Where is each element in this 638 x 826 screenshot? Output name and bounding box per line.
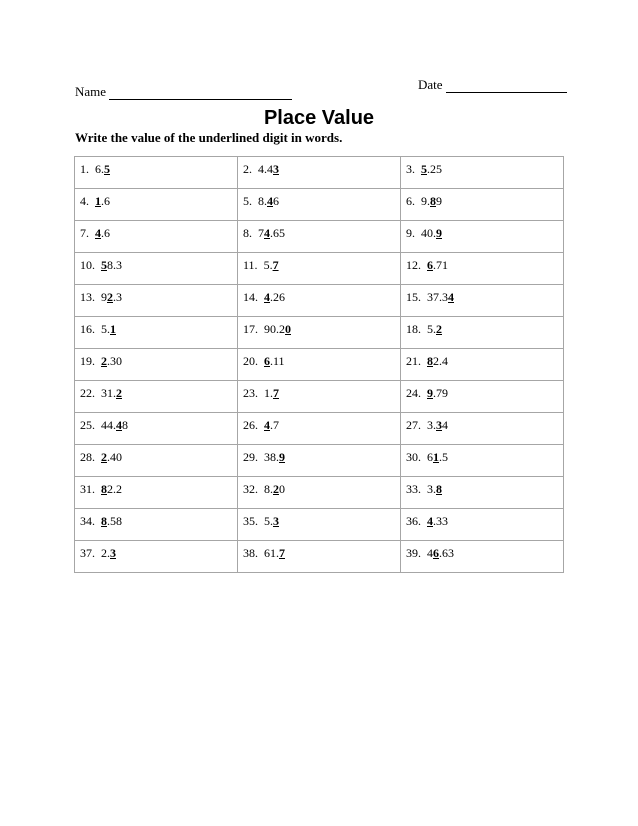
number-suffix: .26: [270, 290, 285, 304]
problem-number: 29.: [243, 450, 258, 464]
number-suffix: .71: [433, 258, 448, 272]
problem-cell: [401, 445, 564, 477]
number-prefix: 40.: [421, 226, 436, 240]
table-row: [75, 509, 564, 541]
number-suffix: 8: [122, 418, 128, 432]
date-blank[interactable]: [446, 80, 567, 93]
number-suffix: .5: [439, 450, 448, 464]
number-prefix: 61.: [264, 546, 279, 560]
name-blank[interactable]: [109, 87, 292, 100]
problem-number: 2.: [243, 162, 252, 176]
underlined-digit: 3: [110, 546, 116, 560]
number-prefix: 8.: [258, 194, 267, 208]
problem-number: 19.: [80, 354, 95, 368]
underlined-digit: 4: [427, 514, 433, 528]
number-suffix: 8.3: [107, 258, 122, 272]
problem-number: 24.: [406, 386, 421, 400]
problem-number: 7.: [80, 226, 89, 240]
underlined-digit: 4: [264, 290, 270, 304]
underlined-digit: 7: [272, 258, 279, 272]
number-prefix: 5.: [263, 258, 273, 272]
number-suffix: .25: [427, 162, 442, 176]
underlined-digit: 2: [101, 354, 107, 368]
problem-cell: [401, 189, 564, 221]
underlined-digit: 4: [264, 418, 270, 432]
number-prefix: 2.: [101, 546, 110, 560]
number-prefix: 1.: [264, 386, 273, 400]
problem-cell: [238, 189, 401, 221]
problem-number: 10.: [80, 258, 95, 272]
table-row: [75, 477, 564, 509]
table-row: [75, 253, 564, 285]
underlined-digit: 2: [436, 322, 442, 336]
problem-cell: [238, 381, 401, 413]
problem-number: 11.: [243, 258, 258, 272]
number-prefix: 4: [427, 546, 433, 560]
problem-number: 25.: [80, 418, 95, 432]
problem-cell: [238, 317, 401, 349]
problem-cell: [401, 253, 564, 285]
problem-cell: [401, 509, 564, 541]
number-prefix: 8.: [264, 482, 273, 496]
problem-cell: [238, 157, 401, 189]
problem-cell: [238, 285, 401, 317]
underlined-digit: 5: [101, 258, 107, 272]
underlined-digit: 4: [264, 226, 270, 240]
date-field[interactable]: [418, 77, 567, 93]
number-suffix: 0: [279, 482, 285, 496]
underlined-digit: 8: [427, 354, 433, 368]
number-suffix: .11: [270, 354, 285, 368]
number-suffix: .3: [113, 290, 122, 304]
underlined-digit: 9: [279, 450, 285, 464]
number-prefix: 3.: [427, 418, 436, 432]
underlined-digit: 4: [448, 290, 454, 304]
number-suffix: .6: [101, 226, 110, 240]
underlined-digit: 2: [101, 450, 107, 464]
problem-number: 34.: [80, 514, 95, 528]
table-row: [75, 285, 564, 317]
table-row: [75, 445, 564, 477]
problem-cell: [401, 285, 564, 317]
problem-number: 21.: [406, 354, 421, 368]
problem-cell: [75, 189, 238, 221]
number-suffix: 2.4: [433, 354, 448, 368]
number-prefix: 5.: [101, 322, 110, 336]
number-suffix: .6: [101, 194, 110, 208]
problem-cell: [238, 413, 401, 445]
number-prefix: 9: [101, 290, 107, 304]
number-suffix: 9: [436, 194, 442, 208]
problem-number: 1.: [80, 162, 89, 176]
problem-cell: [75, 317, 238, 349]
problem-number: 16.: [80, 322, 95, 336]
problem-cell: [238, 221, 401, 253]
problem-cell: [75, 285, 238, 317]
instructions: Write the value of the underlined digit in words.: [75, 130, 343, 145]
problem-cell: [75, 221, 238, 253]
problem-cell: [238, 253, 401, 285]
problem-number: 9.: [406, 226, 415, 240]
underlined-digit: 1: [433, 450, 439, 464]
number-prefix: 6: [427, 450, 433, 464]
problem-number: 18.: [406, 322, 421, 336]
date-label: Date: [418, 77, 443, 92]
problem-cell: [75, 381, 238, 413]
problem-number: 17.: [243, 322, 258, 336]
page-title: Place Value: [263, 107, 375, 129]
underlined-digit: 6: [264, 354, 270, 368]
problem-cell: [401, 221, 564, 253]
table-row: [75, 317, 564, 349]
problem-cell: [401, 381, 564, 413]
number-suffix: .40: [107, 450, 122, 464]
problem-cell: [238, 349, 401, 381]
problem-number: 38.: [243, 546, 258, 560]
underlined-digit: 7: [279, 546, 285, 560]
problem-cell: [238, 445, 401, 477]
problem-number: 5.: [243, 194, 252, 208]
problem-cell: [238, 477, 401, 509]
problem-number: 23.: [243, 386, 258, 400]
table-row: [75, 221, 564, 253]
problem-cell: [75, 253, 238, 285]
underlined-digit: 9: [427, 386, 433, 400]
problem-number: 27.: [406, 418, 421, 432]
problem-number: 20.: [243, 354, 258, 368]
underlined-digit: 8: [430, 194, 436, 208]
problem-cell: [75, 349, 238, 381]
problem-number: 6.: [406, 194, 415, 208]
number-prefix: 5.: [427, 322, 436, 336]
problem-cell: [75, 509, 238, 541]
problem-number: 37.: [80, 546, 95, 560]
underlined-digit: 7: [273, 386, 279, 400]
underlined-digit: 6: [427, 258, 433, 272]
underlined-digit: 8: [436, 482, 442, 496]
problem-number: 35.: [243, 514, 258, 528]
problem-number: 33.: [406, 482, 421, 496]
problem-cell: [401, 349, 564, 381]
table-row: [75, 381, 564, 413]
number-prefix: 3.: [427, 482, 436, 496]
table-row: [75, 349, 564, 381]
number-prefix: 38.: [264, 450, 279, 464]
problem-number: 14.: [243, 290, 258, 304]
problem-number: 30.: [406, 450, 421, 464]
underlined-digit: 1: [110, 322, 116, 336]
underlined-digit: 3: [273, 514, 279, 528]
problem-cell: [75, 477, 238, 509]
number-suffix: .30: [107, 354, 122, 368]
problem-number: 4.: [80, 194, 89, 208]
problem-cell: [75, 541, 238, 573]
underlined-digit: 5: [421, 162, 427, 176]
problem-cell: [238, 509, 401, 541]
problem-number: 32.: [243, 482, 258, 496]
number-prefix: 31.: [101, 386, 116, 400]
problem-number: 26.: [243, 418, 258, 432]
underlined-digit: 2: [273, 482, 279, 496]
problems-table: [74, 156, 564, 573]
number-suffix: .33: [433, 514, 448, 528]
problem-cell: [401, 317, 564, 349]
number-prefix: 37.3: [427, 290, 448, 304]
problem-cell: [75, 445, 238, 477]
underlined-digit: 2: [116, 386, 122, 400]
number-prefix: 7: [258, 226, 264, 240]
problem-number: 31.: [80, 482, 95, 496]
number-suffix: .79: [433, 386, 448, 400]
underlined-digit: 9: [436, 226, 442, 240]
problem-number: 15.: [406, 290, 421, 304]
problem-cell: [401, 157, 564, 189]
problem-number: 3.: [406, 162, 415, 176]
problem-cell: [75, 413, 238, 445]
underlined-digit: 4: [116, 418, 122, 432]
number-prefix: 6.: [95, 162, 104, 176]
problem-number: 28.: [80, 450, 95, 464]
table-row: [75, 541, 564, 573]
underlined-digit: 3: [436, 418, 442, 432]
underlined-digit: 4: [267, 194, 273, 208]
number-suffix: .7: [270, 418, 279, 432]
number-prefix: 90.2: [264, 322, 285, 336]
table-row: [75, 413, 564, 445]
problem-number: 36.: [406, 514, 421, 528]
underlined-digit: 0: [285, 322, 291, 336]
name-field[interactable]: [75, 84, 292, 100]
problem-number: 39.: [406, 546, 421, 560]
name-label: Name: [75, 84, 107, 99]
underlined-digit: 4: [95, 226, 101, 240]
problem-cell: [238, 541, 401, 573]
underlined-digit: 2: [107, 290, 113, 304]
number-suffix: .58: [107, 514, 122, 528]
problem-number: 12.: [406, 258, 421, 272]
underlined-digit: 8: [101, 482, 107, 496]
underlined-digit: 3: [273, 162, 279, 176]
number-suffix: 4: [442, 418, 448, 432]
problem-cell: [75, 157, 238, 189]
number-prefix: 4.4: [258, 162, 273, 176]
number-prefix: 9.: [421, 194, 430, 208]
number-suffix: .65: [270, 226, 285, 240]
number-suffix: 6: [273, 194, 279, 208]
number-prefix: 44.: [101, 418, 116, 432]
number-prefix: 5.: [264, 514, 273, 528]
problem-number: 22.: [80, 386, 95, 400]
problem-number: 8.: [243, 226, 252, 240]
underlined-digit: 8: [101, 514, 107, 528]
number-suffix: 2.2: [107, 482, 122, 496]
problem-cell: [401, 413, 564, 445]
underlined-digit: 1: [95, 194, 101, 208]
underlined-digit: 6: [433, 546, 439, 560]
problem-cell: [401, 477, 564, 509]
problem-cell: [401, 541, 564, 573]
problem-number: 13.: [80, 290, 95, 304]
table-row: [75, 189, 564, 221]
underlined-digit: 5: [104, 162, 110, 176]
number-suffix: .63: [439, 546, 454, 560]
table-row: [75, 157, 564, 189]
